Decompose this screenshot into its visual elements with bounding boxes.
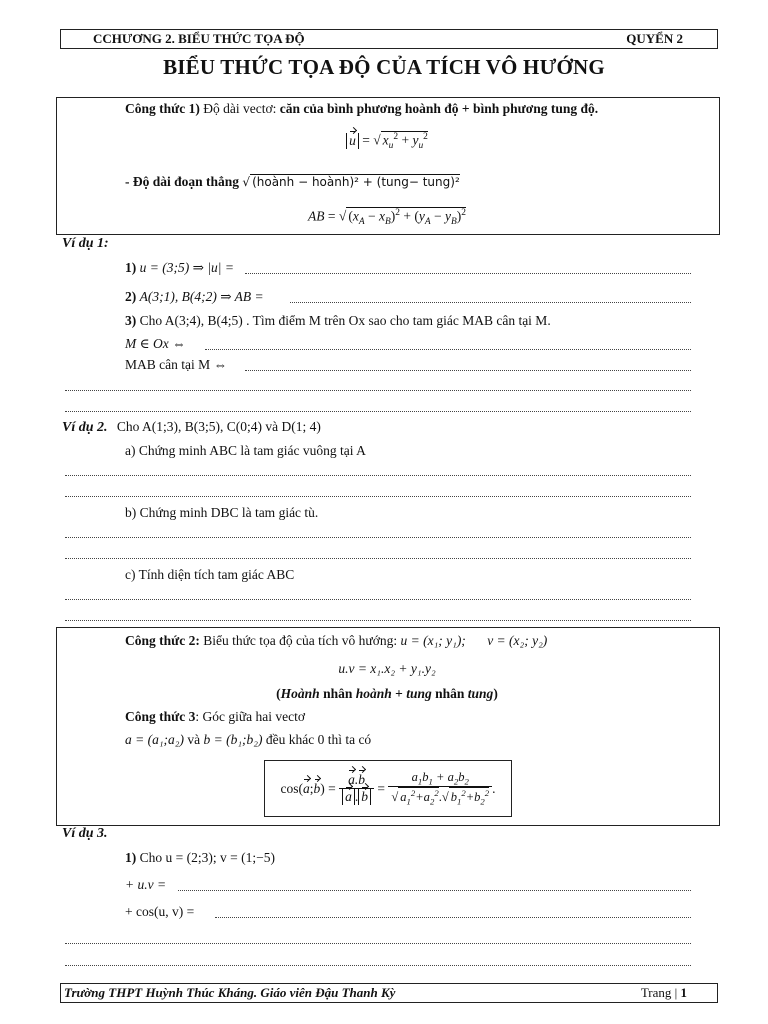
ex2-part-b: b) Chứng minh DBC là tam giác tù.: [125, 505, 319, 520]
note-d: +: [391, 686, 407, 701]
answer-line[interactable]: [65, 495, 691, 497]
ex1-item-3: [125, 313, 551, 329]
answer-line[interactable]: [65, 474, 691, 476]
ex2-part-a: a) Chứng minh ABC là tam giác vuông tại A: [125, 443, 366, 458]
ex1-item-1-num: 1): [125, 260, 137, 275]
ex3-item-1-num: 1): [125, 850, 137, 865]
answer-line[interactable]: [290, 301, 691, 303]
formula-3-condition: [125, 732, 371, 748]
volume-label: QUYỂN 2: [626, 31, 683, 46]
page-footer: [60, 983, 718, 1003]
segment-length-line: - Độ dài đoạn thẳng √ (hoành − hoành)² + (tung− tung)²: [125, 174, 460, 189]
vector-length-formula: u = √ $x_u^2 + y_u^2$: [56, 131, 718, 151]
segment-length-label: - Độ dài đoạn thẳng: [125, 174, 240, 189]
ex3-item-1: [125, 850, 275, 866]
note-c: hoành: [355, 686, 392, 701]
ex1-item-1-text: u = (3;5) ⇒ |u| =: [139, 260, 234, 275]
answer-line[interactable]: [245, 369, 691, 371]
formula-2-text: Biểu thức tọa độ của tích vô hướng:: [199, 633, 401, 648]
formula-3-line: [125, 709, 305, 725]
note-g: tung: [467, 686, 494, 701]
answer-line[interactable]: [245, 272, 691, 274]
answer-line[interactable]: [65, 619, 691, 621]
dot-product-note: (Hoành nhân hoành + tung nhân tung): [276, 686, 498, 701]
formula-1-text: Độ dài vectơ:: [199, 101, 280, 116]
footer-page: [641, 985, 687, 1001]
example-2-label: Ví dụ 2.: [62, 420, 108, 435]
segment-length-radicand: (hoành − hoành)² + (tung− tung)²: [252, 175, 460, 189]
cond-mid: và: [183, 732, 204, 747]
answer-line[interactable]: [178, 889, 691, 891]
cond-a: a = (a₁;a₂): [125, 732, 184, 747]
cond-b: b = (b₁;b₂): [203, 732, 263, 747]
footer-school: Trường THPT Huỳnh Thúc Kháng. Giáo viên Đậu Thanh Kỳ: [64, 985, 396, 1000]
example-3-label: Ví dụ 3.: [62, 826, 108, 841]
answer-line[interactable]: [65, 557, 691, 559]
ex1-item-1: [125, 260, 234, 276]
ex3-item-1-text: Cho u = (2;3); v = (1;−5): [139, 850, 275, 865]
note-e: tung: [406, 686, 432, 701]
chapter-title: CCHƯƠNG 2. BIỂU THỨC TỌA ĐỘ: [93, 31, 305, 46]
ex1-item-3-a: M ∈ Ox ⇔: [125, 336, 186, 351]
page-label: Trang |: [640, 985, 678, 1000]
ab-distance-formula: AB = √ $(x_A - x_B)^2 + (y_A - y_B)^2$: [308, 208, 466, 228]
formula-3-label: Công thức 3: [125, 709, 196, 724]
cosine-formula-box: cos(a;b) = $\frac{a.b}{a . b}$ = $\frac{a_1b_1 + a_2b_2}{√ a_1^2+a_2^2.√ b_1^2+b_2^2}$ .: [264, 760, 512, 817]
ex1-item-3-text: Cho A(3;4), B(4;5) . Tìm điểm M trên Ox sao cho tam giác MAB cân tại M.: [139, 313, 551, 328]
formula-1-bold: căn của bình phương hoành độ + bình phương tung độ.: [279, 101, 599, 116]
formula-1-line: [125, 101, 598, 117]
example-1-label: Ví dụ 1:: [62, 236, 109, 251]
dot-product-formula: u.v = x₁.x₂ + y₁.y₂: [338, 661, 436, 676]
formula-2-v: v = (x₂; y₂): [487, 633, 548, 648]
page-number: 1: [680, 985, 687, 1000]
answer-line[interactable]: [65, 389, 691, 391]
note-b: nhân: [319, 686, 356, 701]
answer-line[interactable]: [65, 598, 691, 600]
note-f: nhân: [431, 686, 468, 701]
ex1-item-2-num: 2): [125, 289, 137, 304]
formula-3-text: : Góc giữa hai vectơ: [195, 709, 306, 724]
answer-line[interactable]: [65, 536, 691, 538]
formula-2-line: [125, 633, 547, 649]
ex2-part-c: c) Tính diện tích tam giác ABC: [125, 567, 295, 582]
example-2-line: [62, 419, 321, 436]
answer-line[interactable]: [215, 916, 691, 918]
ex3-dot-product: + u.v =: [125, 877, 167, 892]
answer-line[interactable]: [205, 348, 691, 350]
answer-line[interactable]: [65, 942, 691, 944]
page-header: [60, 29, 718, 49]
ex1-item-2-text: A(3;1), B(4;2) ⇒ AB =: [139, 289, 264, 304]
ex1-item-3-num: 3): [125, 313, 137, 328]
page-title: BIỂU THỨC TỌA ĐỘ CỦA TÍCH VÔ HƯỚNG: [163, 55, 605, 79]
note-a: Hoành: [280, 686, 320, 701]
formula-2-u: u = (x₁; y₁);: [400, 633, 466, 648]
example-2-intro: Cho A(1;3), B(3;5), C(0;4) và D(1; 4): [116, 419, 321, 434]
formula-1-label: Công thức 1): [125, 101, 200, 116]
answer-line[interactable]: [65, 410, 691, 412]
ex1-item-3-b: MAB cân tại M ⇔: [125, 357, 227, 372]
ex1-item-2: [125, 289, 264, 305]
formula-2-label: Công thức 2:: [125, 633, 200, 648]
answer-line[interactable]: [65, 964, 691, 966]
cond-end: đều khác 0 thì ta có: [262, 732, 372, 747]
ex3-cosine: + cos(u, v) =: [125, 904, 195, 919]
